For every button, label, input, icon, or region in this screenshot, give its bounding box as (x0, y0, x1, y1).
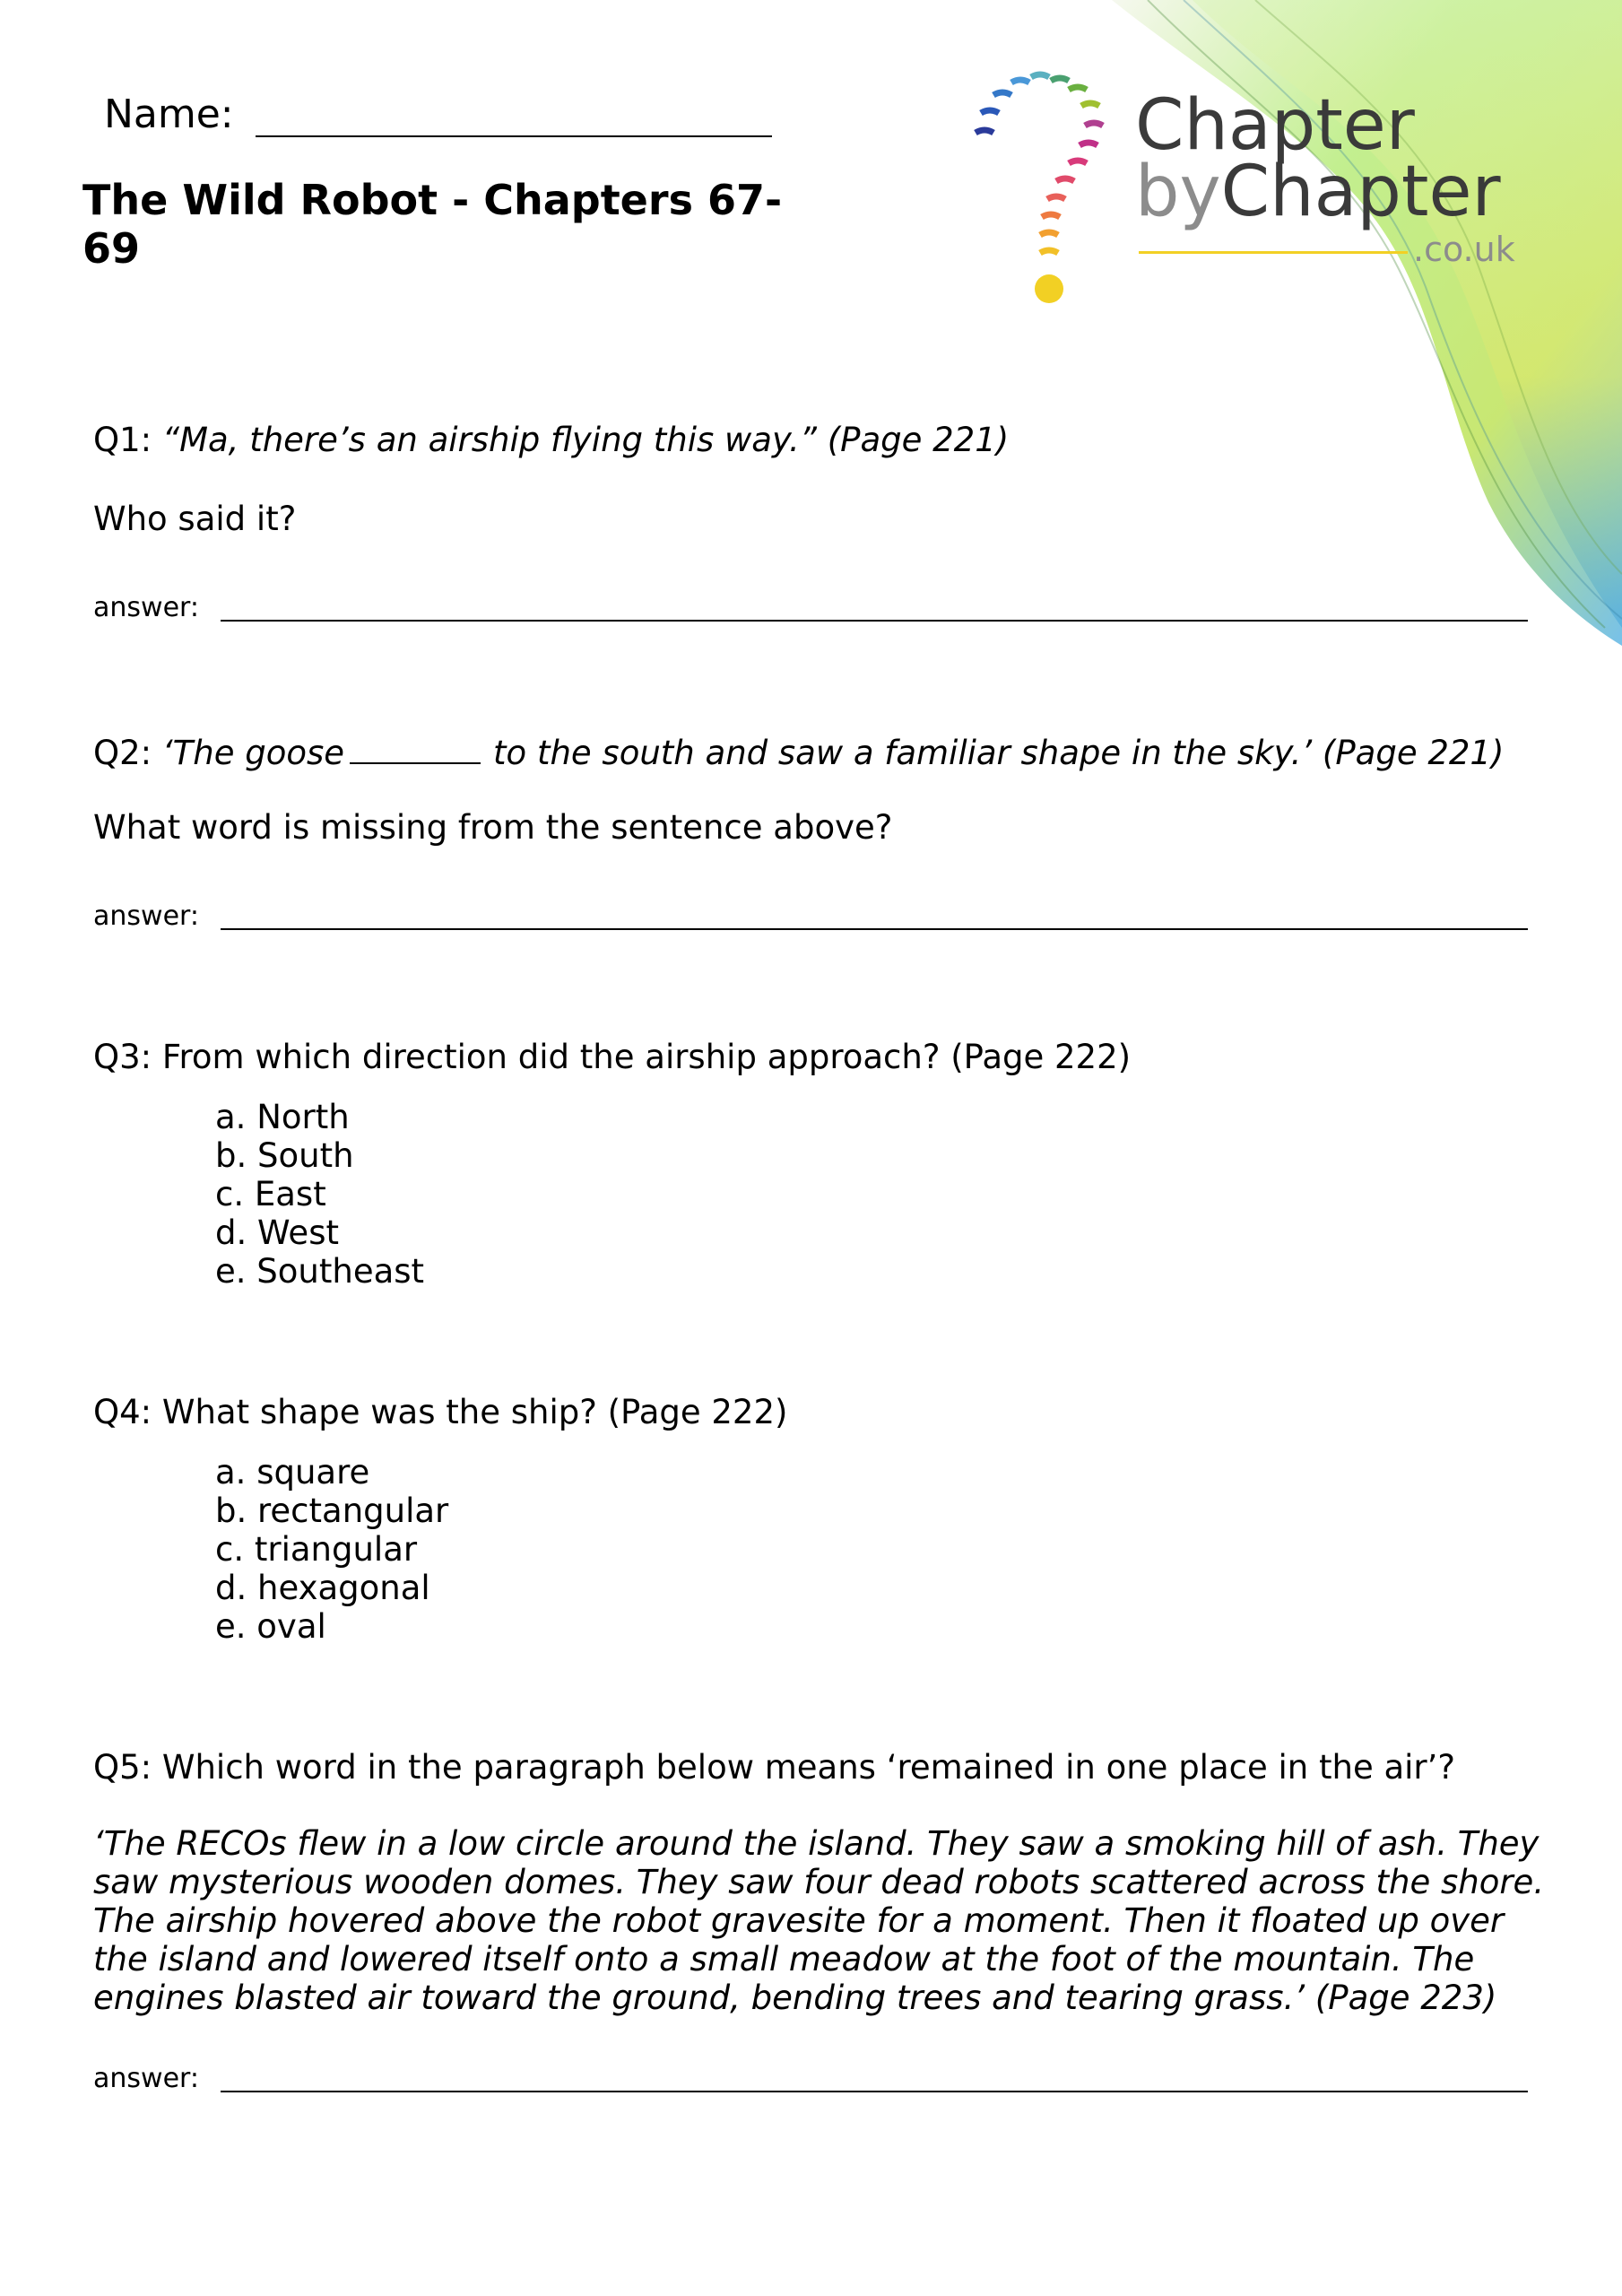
q4-option[interactable]: b. rectangular (215, 1492, 449, 1530)
name-line[interactable] (256, 94, 772, 137)
q1-text (93, 420, 1009, 461)
q1-prefix: Q1: (93, 421, 152, 459)
q3-text: Q3: From which direction did the airship approach? (Page 222) (93, 1038, 1132, 1076)
logo-line1: Chapter (1135, 85, 1415, 166)
q3-option[interactable]: c. East (215, 1175, 326, 1213)
logo (968, 54, 1542, 314)
q5-paragraph-line: saw mysterious wooden domes. They saw four dead robots scattered across the shore. (93, 1863, 1545, 1901)
q4-option[interactable]: e. oval (215, 1607, 326, 1646)
q5-answer-label: answer: (93, 2063, 199, 2094)
q5-paragraph (93, 1824, 1564, 2017)
q2-blank[interactable] (350, 728, 481, 764)
q4-option[interactable]: a. square (215, 1453, 370, 1492)
q2-text (93, 728, 1504, 774)
name-field[interactable] (104, 91, 772, 137)
q4-options (215, 1453, 448, 1646)
logo-by: by (1135, 152, 1221, 232)
logo-domain: .co.uk (1413, 230, 1515, 269)
q1-answer-label: answer: (93, 592, 199, 623)
q1-answer-line[interactable] (221, 598, 1528, 622)
q2-quote-start: ‘The goose (161, 734, 345, 772)
q5-paragraph-line: The airship hovered above the robot gravesite for a moment. Then it floated up over (93, 1901, 1505, 1940)
q3-option[interactable]: b. South (215, 1136, 354, 1175)
q5-paragraph-line: engines blasted air toward the ground, bending trees and tearing grass.’ (Page 223) (93, 1979, 1497, 2017)
q5-answer-line[interactable] (221, 2069, 1528, 2092)
q3-option[interactable]: e. Southeast (215, 1252, 425, 1291)
q2-prompt: What word is missing from the sentence above? (93, 808, 893, 847)
q2-answer-label: answer: (93, 900, 199, 932)
name-label: Name: (104, 91, 234, 137)
logo-chapter: Chapter (1220, 152, 1501, 232)
q5-text: Q5: Which word in the paragraph below means ‘remained in one place in the air’? (93, 1748, 1456, 1787)
q5-paragraph-line: ‘The RECOs flew in a low circle around the island. They saw a smoking hill of ash. They (93, 1824, 1540, 1863)
logo-underline (1139, 251, 1408, 254)
q5-answer[interactable] (93, 2063, 1528, 2094)
q3-options (215, 1098, 424, 1291)
q1-quote: “Ma, there’s an airship flying this way.” (Page 221) (161, 421, 1010, 459)
q2-prefix: Q2: (93, 734, 152, 772)
q1-answer[interactable] (93, 592, 1528, 623)
logo-line2 (1135, 152, 1501, 232)
q2-quote-end: to the south and saw a familiar shape in the sky.’ (Page 221) (493, 734, 1505, 772)
q1-prompt: Who said it? (93, 500, 297, 538)
q5-paragraph-line: the island and lowered itself onto a small meadow at the foot of the mountain. The (93, 1940, 1475, 1979)
q2-answer[interactable] (93, 900, 1528, 932)
q3-option[interactable]: d. West (215, 1213, 339, 1252)
q3-option[interactable]: a. North (215, 1098, 350, 1136)
question-mark-books-icon (968, 54, 1121, 314)
q4-text: Q4: What shape was the ship? (Page 222) (93, 1393, 788, 1431)
q4-option[interactable]: d. hexagonal (215, 1569, 430, 1607)
q2-answer-line[interactable] (221, 907, 1528, 930)
q4-option[interactable]: c. triangular (215, 1530, 418, 1569)
worksheet-title: The Wild Robot - Chapters 67-69 (82, 176, 783, 273)
